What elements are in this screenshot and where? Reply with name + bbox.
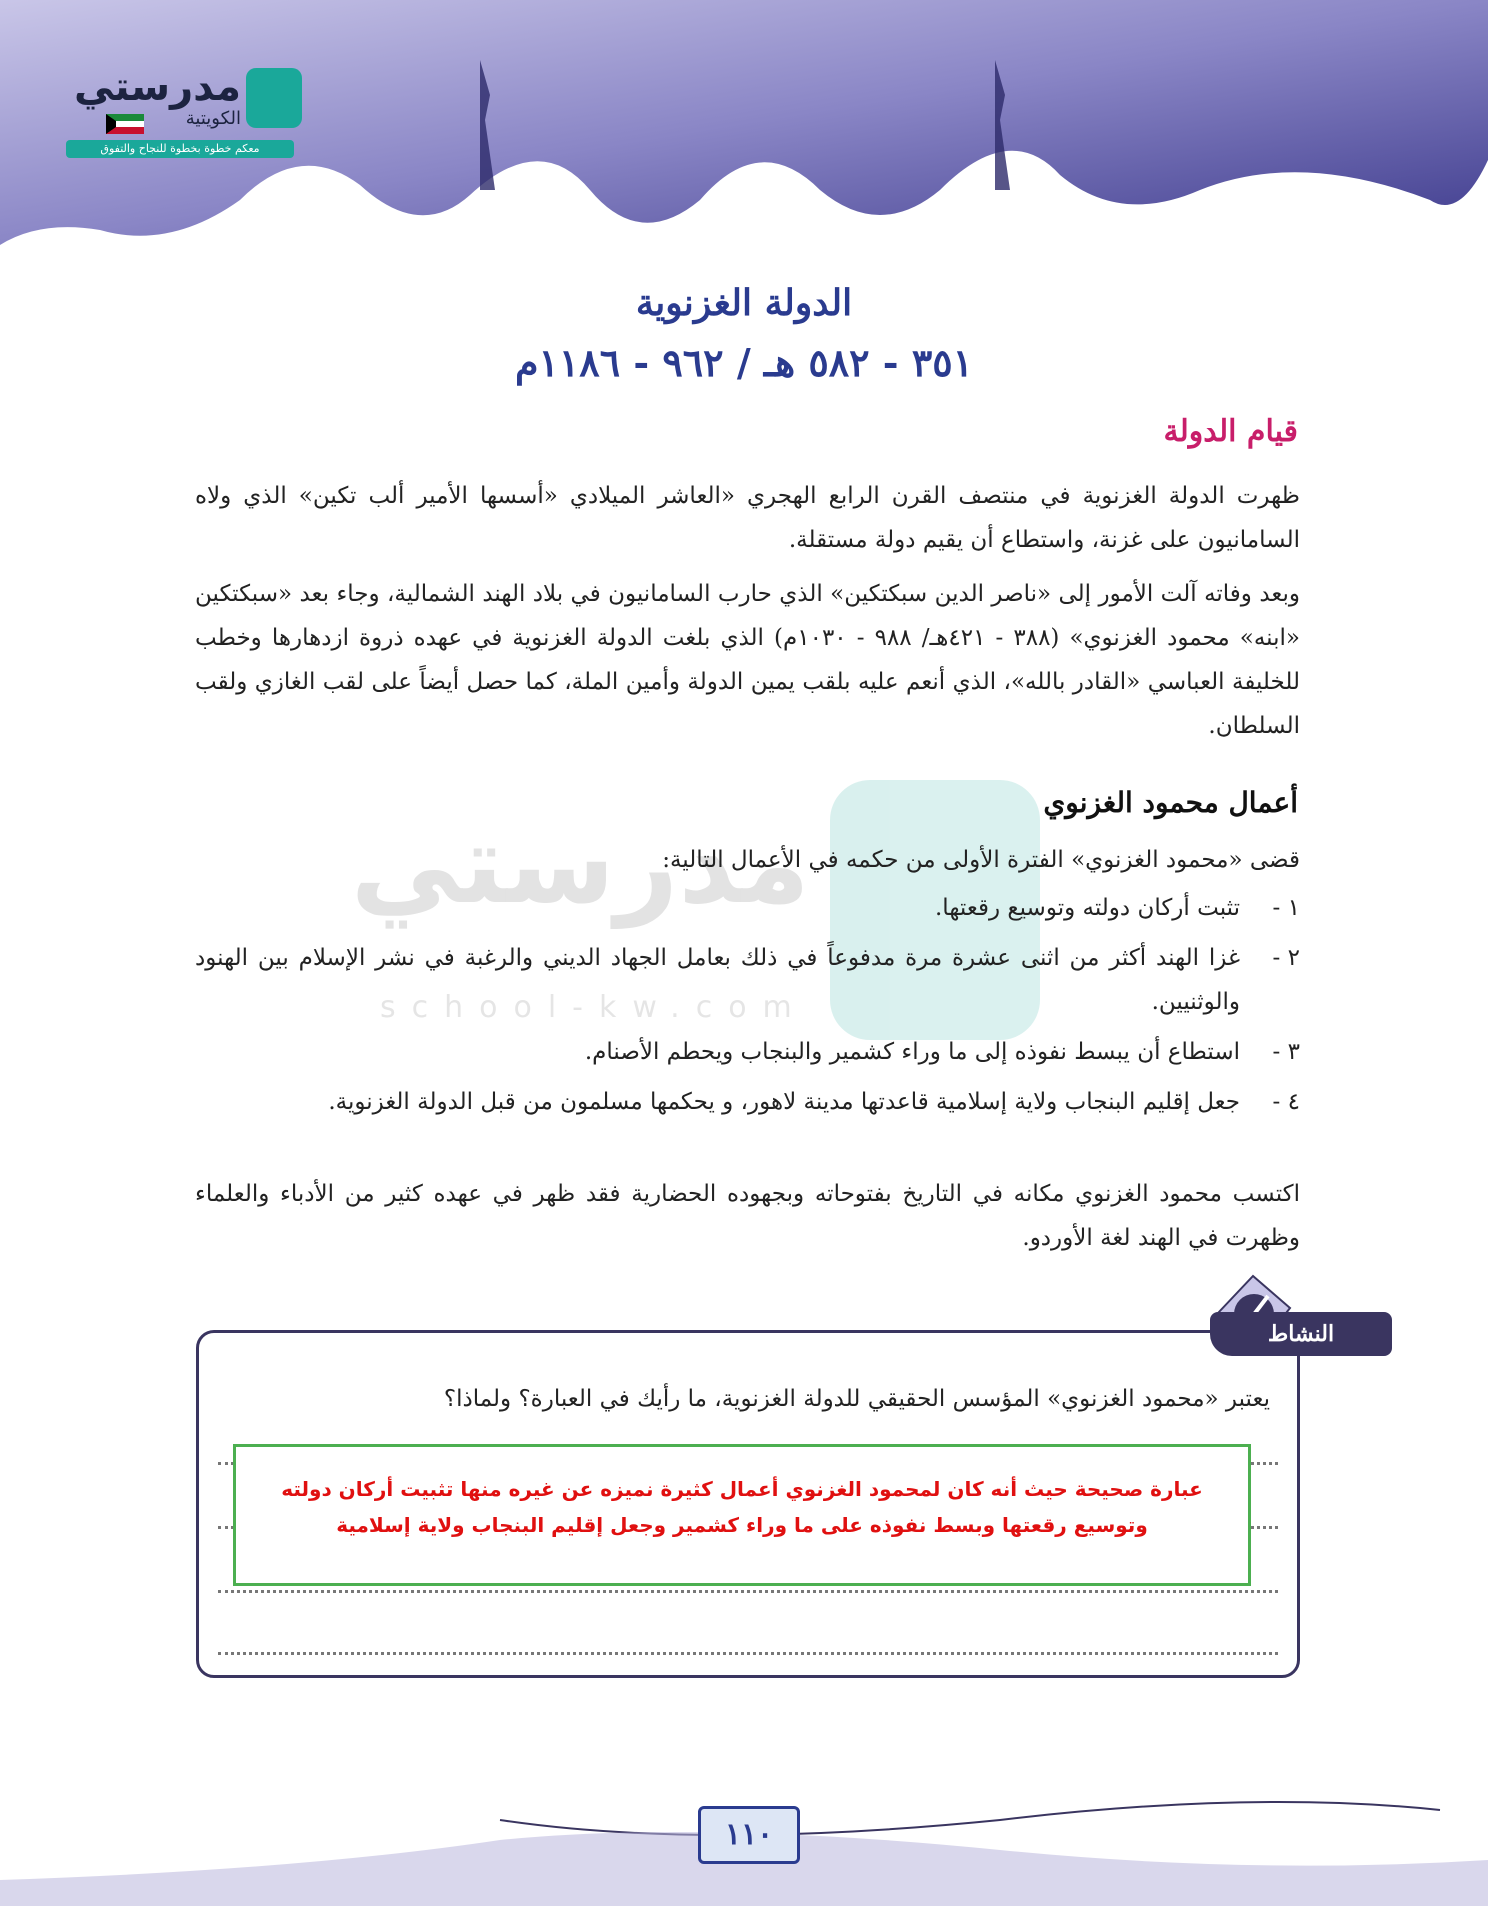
paragraph-works-intro: قضى «محمود الغزنوي» الفترة الأولى من حكمه في الأعمال التالية: xyxy=(662,847,1300,873)
answer-line-2: وتوسيع رقعتها وبسط نفوذه على ما وراء كشمير وجعل إقليم البنجاب ولاية إسلامية xyxy=(336,1513,1148,1537)
answer-text xyxy=(236,1471,1248,1543)
list-item-text: جعل إقليم البنجاب ولاية إسلامية قاعدتها مدينة لاهور، و يحكمها مسلمون من قبل الدولة الغزنوية. xyxy=(328,1089,1240,1115)
section-heading-works: أعمال محمود الغزنوي xyxy=(1043,786,1298,819)
watermark-word: مدرستي xyxy=(350,800,810,928)
page-title: الدولة الغزنوية xyxy=(635,282,853,324)
page-number: ١١٠ xyxy=(698,1806,800,1864)
list-item-number: ٣ - xyxy=(1272,1039,1300,1065)
brand-logo xyxy=(66,64,306,164)
list-item-text: تثبت أركان دولته وتوسيع رقعتها. xyxy=(935,895,1240,921)
list-item-number: ٢ - xyxy=(1272,945,1300,971)
activity-label: النشاط xyxy=(1210,1312,1392,1356)
watermark-url: school-kw.com xyxy=(380,990,808,1025)
page-title-dates: ٣٥١ - ٥٨٢ هـ / ٩٦٢ - ١١٨٦م xyxy=(514,340,974,385)
works-list xyxy=(195,886,1300,1130)
list-item xyxy=(195,1030,1300,1074)
logo-name: مدرستي xyxy=(73,64,241,110)
answer-line-1: عبارة صحيحة حيث أنه كان لمحمود الغزنوي أعمال كثيرة نميزه عن غيره منها تثبيت أركان دولته xyxy=(281,1477,1203,1501)
list-item-number: ٤ - xyxy=(1272,1089,1300,1115)
logo-subtitle: الكويتية xyxy=(185,108,241,129)
logo-tagline: معكم خطوة بخطوة للنجاح والتفوق xyxy=(66,140,294,158)
paragraph-legacy: اكتسب محمود الغزنوي مكانه في التاريخ بفتوحاته وبجهوده الحضارية فقد ظهر في عهده كثير من الأدباء والعلماء وظهرت في الهند لغة الأوردو. xyxy=(195,1181,1300,1251)
list-item xyxy=(195,1080,1300,1124)
answer-line xyxy=(218,1652,1278,1655)
paragraph-founding: ظهرت الدولة الغزنوية في منتصف القرن الرابع الهجري «العاشر الميلادي «أسسها الأمير ألب تكين» الذي ولاه السامانيون على غزنة، واستطاع أن يقيم دولة مستقلة. xyxy=(195,483,1300,553)
answer-line xyxy=(218,1590,1278,1593)
list-item-text: غزا الهند أكثر من اثنى عشرة مرة مدفوعاً في ذلك بعامل الجهاد الديني والرغبة في نشر الإسلام بين الهنود والوثنيين. xyxy=(195,945,1240,1015)
list-item-number: ١ - xyxy=(1272,895,1300,921)
list-item xyxy=(195,936,1300,1024)
list-item xyxy=(195,886,1300,930)
answer-box xyxy=(233,1444,1251,1586)
kuwait-flag-icon xyxy=(106,114,144,134)
section-heading-founding: قيام الدولة xyxy=(1163,414,1298,449)
activity-question: يعتبر «محمود الغزنوي» المؤسس الحقيقي للدولة الغزنوية، ما رأيك في العبارة؟ ولماذا؟ xyxy=(443,1386,1270,1412)
list-item-text: استطاع أن يبسط نفوذه إلى ما وراء كشمير والبنجاب ويحطم الأصنام. xyxy=(584,1039,1240,1065)
paragraph-succession: وبعد وفاته آلت الأمور إلى «ناصر الدين سبكتكين» الذي حارب السامانيون في بلاد الهند الشمالية، وجاء بعد «سبكتكين «ابنه» محمود الغزنوي» (٣٨٨ - ٤٢١هـ/ ٩٨٨ - ١٠٣٠م) الذي بلغت الدولة الغزنوية في عهده ذروة ازدهارها وخطب للخليفة العباسي «القادر بالله»، الذي أنعم عليه بلقب يمين الدولة وأمين الملة، كما حصل أيضاً على لقب الغازي ولقب السلطان. xyxy=(195,581,1300,739)
logo-mark-icon xyxy=(246,68,302,128)
